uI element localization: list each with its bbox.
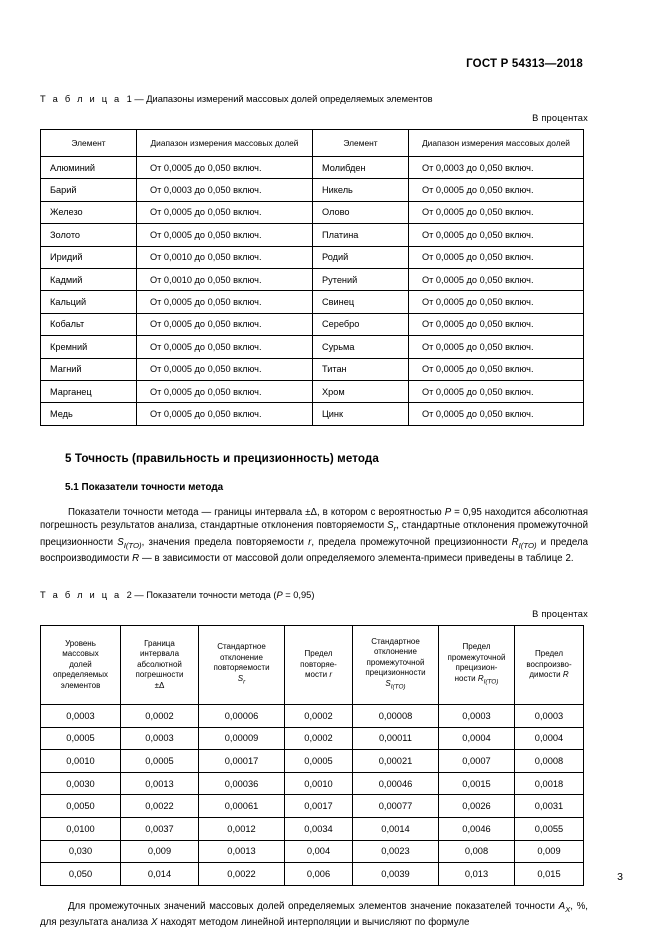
element-range-right: От 0,0003 до 0,050 включ. <box>409 157 584 179</box>
element-name-left: Марганец <box>41 380 137 402</box>
table-row <box>41 863 584 886</box>
table1-col-element-right: Элемент <box>313 130 409 157</box>
accuracy-cell-c3: 0,0002 <box>285 704 353 727</box>
table1-caption-label: Т а б л и ц а <box>40 94 122 104</box>
accuracy-cell-c6: 0,0018 <box>515 772 584 795</box>
accuracy-cell-c2: 0,0022 <box>199 863 285 886</box>
table-row <box>41 179 584 201</box>
accuracy-cell-c3: 0,006 <box>285 863 353 886</box>
accuracy-cell-c3: 0,0002 <box>285 727 353 750</box>
table-row <box>41 358 584 380</box>
element-name-right: Олово <box>313 201 409 223</box>
accuracy-cell-c2: 0,00061 <box>199 795 285 818</box>
accuracy-cell-c1: 0,009 <box>121 840 199 863</box>
element-name-left: Железо <box>41 201 137 223</box>
element-name-left: Магний <box>41 358 137 380</box>
element-range-left: От 0,0005 до 0,050 включ. <box>137 313 313 335</box>
accuracy-cell-c1: 0,0003 <box>121 727 199 750</box>
element-range-left: От 0,0005 до 0,050 включ. <box>137 403 313 425</box>
accuracy-cell-c4: 0,00011 <box>353 727 439 750</box>
element-range-left: От 0,0005 до 0,050 включ. <box>137 358 313 380</box>
table1-header-row <box>41 130 584 157</box>
table2-col-reproducibility-limit: Предел воспроизво- димости R <box>515 625 584 704</box>
section-5-heading: 5 Точность (правильность и прецизионность) метода <box>65 451 379 465</box>
accuracy-cell-c4: 0,0039 <box>353 863 439 886</box>
element-name-left: Барий <box>41 179 137 201</box>
standard-header: ГОСТ Р 54313—2018 <box>466 58 583 70</box>
element-range-right: От 0,0005 до 0,050 включ. <box>409 268 584 290</box>
table2-caption-number: 2 <box>126 589 132 600</box>
table2-col-mass-fraction-level: Уровень массовых долей определяемых элементов <box>41 625 121 704</box>
table-row <box>41 727 584 750</box>
table1-caption-text: — Диапазоны измерений массовых долей определяемых элементов <box>134 94 433 104</box>
table-row <box>41 224 584 246</box>
element-range-left: От 0,0005 до 0,050 включ. <box>137 291 313 313</box>
table-row <box>41 336 584 358</box>
table2-header-row <box>41 625 584 704</box>
section-5-1-paragraph: Показатели точности метода — границы интервала ±Δ, в котором с вероятностью P = 0,95 находится абсолютная погрешность результатов анализа, стандартные отклонения повторяемости $S_r$, стандартные отклонения промежуточной прецизионности $S_{I(TO)}$, значения предела повторяемости r, предела промежуточной прецизионности $R_{I(TO)}$ и предела воспроизводимости R — в зависимости от массовой доли определяемого элемента-примеси приведены в таблице 2. <box>40 506 588 565</box>
accuracy-cell-c1: 0,014 <box>121 863 199 886</box>
accuracy-cell-c6: 0,0004 <box>515 727 584 750</box>
table1-caption-number: 1 <box>126 94 132 104</box>
table-row <box>41 157 584 179</box>
accuracy-cell-c0: 0,0005 <box>41 727 121 750</box>
table2-units-note: В процентах <box>532 608 588 619</box>
accuracy-cell-c0: 0,030 <box>41 840 121 863</box>
accuracy-cell-c4: 0,0023 <box>353 840 439 863</box>
element-name-left: Кадмий <box>41 268 137 290</box>
table2-col-intermediate-precision-limit: Предел промежуточной прецизион- ности $R_{I(TO)}$ <box>439 625 515 704</box>
table-row <box>41 817 584 840</box>
closing-paragraph: Для промежуточных значений массовых долей определяемых элементов значение показателей точности $A_X$, %, для результата анализа X находят методом линейной интерполяции и вычисляют по формуле <box>40 900 588 929</box>
element-name-right: Цинк <box>313 403 409 425</box>
accuracy-cell-c3: 0,0010 <box>285 772 353 795</box>
element-name-right: Хром <box>313 380 409 402</box>
accuracy-cell-c4: 0,0014 <box>353 817 439 840</box>
table1-col-range-right: Диапазон измерения массовых долей <box>409 130 584 157</box>
table-row <box>41 246 584 268</box>
accuracy-cell-c5: 0,0026 <box>439 795 515 818</box>
element-name-left: Иридий <box>41 246 137 268</box>
table-row <box>41 840 584 863</box>
accuracy-cell-c1: 0,0037 <box>121 817 199 840</box>
element-range-right: От 0,0005 до 0,050 включ. <box>409 380 584 402</box>
accuracy-cell-c1: 0,0013 <box>121 772 199 795</box>
accuracy-cell-c5: 0,0007 <box>439 750 515 773</box>
accuracy-cell-c3: 0,0017 <box>285 795 353 818</box>
accuracy-cell-c6: 0,009 <box>515 840 584 863</box>
table-row <box>41 750 584 773</box>
table-row <box>41 704 584 727</box>
element-range-left: От 0,0010 до 0,050 включ. <box>137 246 313 268</box>
accuracy-cell-c2: 0,00009 <box>199 727 285 750</box>
accuracy-cell-c5: 0,0003 <box>439 704 515 727</box>
table-row <box>41 201 584 223</box>
accuracy-cell-c0: 0,0050 <box>41 795 121 818</box>
accuracy-cell-c0: 0,0003 <box>41 704 121 727</box>
table2-col-std-dev-intermediate-precision: Стандартное отклонение промежуточной прецизионности $S_{I(TO)}$ <box>353 625 439 704</box>
table1-caption <box>40 94 621 104</box>
accuracy-cell-c2: 0,0012 <box>199 817 285 840</box>
table-row <box>41 313 584 335</box>
element-name-right: Сурьма <box>313 336 409 358</box>
element-name-right: Родий <box>313 246 409 268</box>
accuracy-cell-c5: 0,008 <box>439 840 515 863</box>
accuracy-cell-c3: 0,0005 <box>285 750 353 773</box>
accuracy-cell-c5: 0,0046 <box>439 817 515 840</box>
accuracy-cell-c2: 0,00017 <box>199 750 285 773</box>
accuracy-cell-c5: 0,0015 <box>439 772 515 795</box>
table1-col-element-left: Элемент <box>41 130 137 157</box>
table-row <box>41 380 584 402</box>
accuracy-cell-c4: 0,00008 <box>353 704 439 727</box>
element-range-right: От 0,0005 до 0,050 включ. <box>409 246 584 268</box>
table-row <box>41 268 584 290</box>
table2-caption <box>40 590 621 600</box>
element-name-right: Рутений <box>313 268 409 290</box>
accuracy-cell-c4: 0,00046 <box>353 772 439 795</box>
accuracy-cell-c1: 0,0022 <box>121 795 199 818</box>
accuracy-cell-c0: 0,0030 <box>41 772 121 795</box>
accuracy-cell-c6: 0,0003 <box>515 704 584 727</box>
accuracy-cell-c6: 0,0008 <box>515 750 584 773</box>
element-range-right: От 0,0005 до 0,050 включ. <box>409 358 584 380</box>
element-name-right: Серебро <box>313 313 409 335</box>
element-range-left: От 0,0005 до 0,050 включ. <box>137 157 313 179</box>
element-range-right: От 0,0005 до 0,050 включ. <box>409 291 584 313</box>
element-range-left: От 0,0005 до 0,050 включ. <box>137 224 313 246</box>
table-row <box>41 291 584 313</box>
accuracy-cell-c5: 0,0004 <box>439 727 515 750</box>
accuracy-cell-c1: 0,0002 <box>121 704 199 727</box>
element-range-left: От 0,0005 до 0,050 включ. <box>137 380 313 402</box>
accuracy-cell-c2: 0,00036 <box>199 772 285 795</box>
table2-caption-label: Т а б л и ц а <box>40 589 122 600</box>
element-name-left: Кремний <box>41 336 137 358</box>
accuracy-cell-c0: 0,0010 <box>41 750 121 773</box>
table1-col-range-left: Диапазон измерения массовых долей <box>137 130 313 157</box>
element-name-left: Медь <box>41 403 137 425</box>
element-range-right: От 0,0005 до 0,050 включ. <box>409 179 584 201</box>
element-range-left: От 0,0005 до 0,050 включ. <box>137 336 313 358</box>
page-number: 3 <box>617 871 623 883</box>
table1-units-note: В процентах <box>532 113 588 123</box>
accuracy-cell-c5: 0,013 <box>439 863 515 886</box>
element-name-left: Алюминий <box>41 157 137 179</box>
accuracy-cell-c3: 0,0034 <box>285 817 353 840</box>
accuracy-cell-c6: 0,0055 <box>515 817 584 840</box>
element-range-left: От 0,0003 до 0,050 включ. <box>137 179 313 201</box>
accuracy-cell-c2: 0,00006 <box>199 704 285 727</box>
element-name-right: Молибден <box>313 157 409 179</box>
accuracy-cell-c3: 0,004 <box>285 840 353 863</box>
accuracy-cell-c4: 0,00021 <box>353 750 439 773</box>
accuracy-cell-c1: 0,0005 <box>121 750 199 773</box>
table2-caption-text: — Показатели точности метода (P = 0,95) <box>134 589 315 600</box>
table2-col-absolute-error-interval: Граница интервала абсолютной погрешности ±Δ <box>121 625 199 704</box>
element-name-left: Золото <box>41 224 137 246</box>
accuracy-cell-c4: 0,00077 <box>353 795 439 818</box>
element-range-right: От 0,0005 до 0,050 включ. <box>409 201 584 223</box>
section-5-1-heading: 5.1 Показатели точности метода <box>65 481 224 493</box>
element-name-right: Платина <box>313 224 409 246</box>
element-name-left: Кобальт <box>41 313 137 335</box>
element-name-right: Титан <box>313 358 409 380</box>
accuracy-cell-c6: 0,0031 <box>515 795 584 818</box>
element-range-right: От 0,0005 до 0,050 включ. <box>409 403 584 425</box>
element-name-right: Никель <box>313 179 409 201</box>
element-range-right: От 0,0005 до 0,050 включ. <box>409 336 584 358</box>
table-row <box>41 403 584 425</box>
element-name-right: Свинец <box>313 291 409 313</box>
element-range-right: От 0,0005 до 0,050 включ. <box>409 313 584 335</box>
table-accuracy-indicators <box>40 625 584 886</box>
accuracy-cell-c6: 0,015 <box>515 863 584 886</box>
element-range-left: От 0,0010 до 0,050 включ. <box>137 268 313 290</box>
table-measurement-ranges <box>40 129 584 426</box>
table2-col-repeatability-limit: Предел повторяе- мости r <box>285 625 353 704</box>
element-range-left: От 0,0005 до 0,050 включ. <box>137 201 313 223</box>
element-name-left: Кальций <box>41 291 137 313</box>
element-range-right: От 0,0005 до 0,050 включ. <box>409 224 584 246</box>
table-row <box>41 795 584 818</box>
accuracy-cell-c0: 0,050 <box>41 863 121 886</box>
table2-col-std-dev-repeatability: Стандартное отклонение повторяемости $S_r$ <box>199 625 285 704</box>
accuracy-cell-c2: 0,0013 <box>199 840 285 863</box>
accuracy-cell-c0: 0,0100 <box>41 817 121 840</box>
table-row <box>41 772 584 795</box>
